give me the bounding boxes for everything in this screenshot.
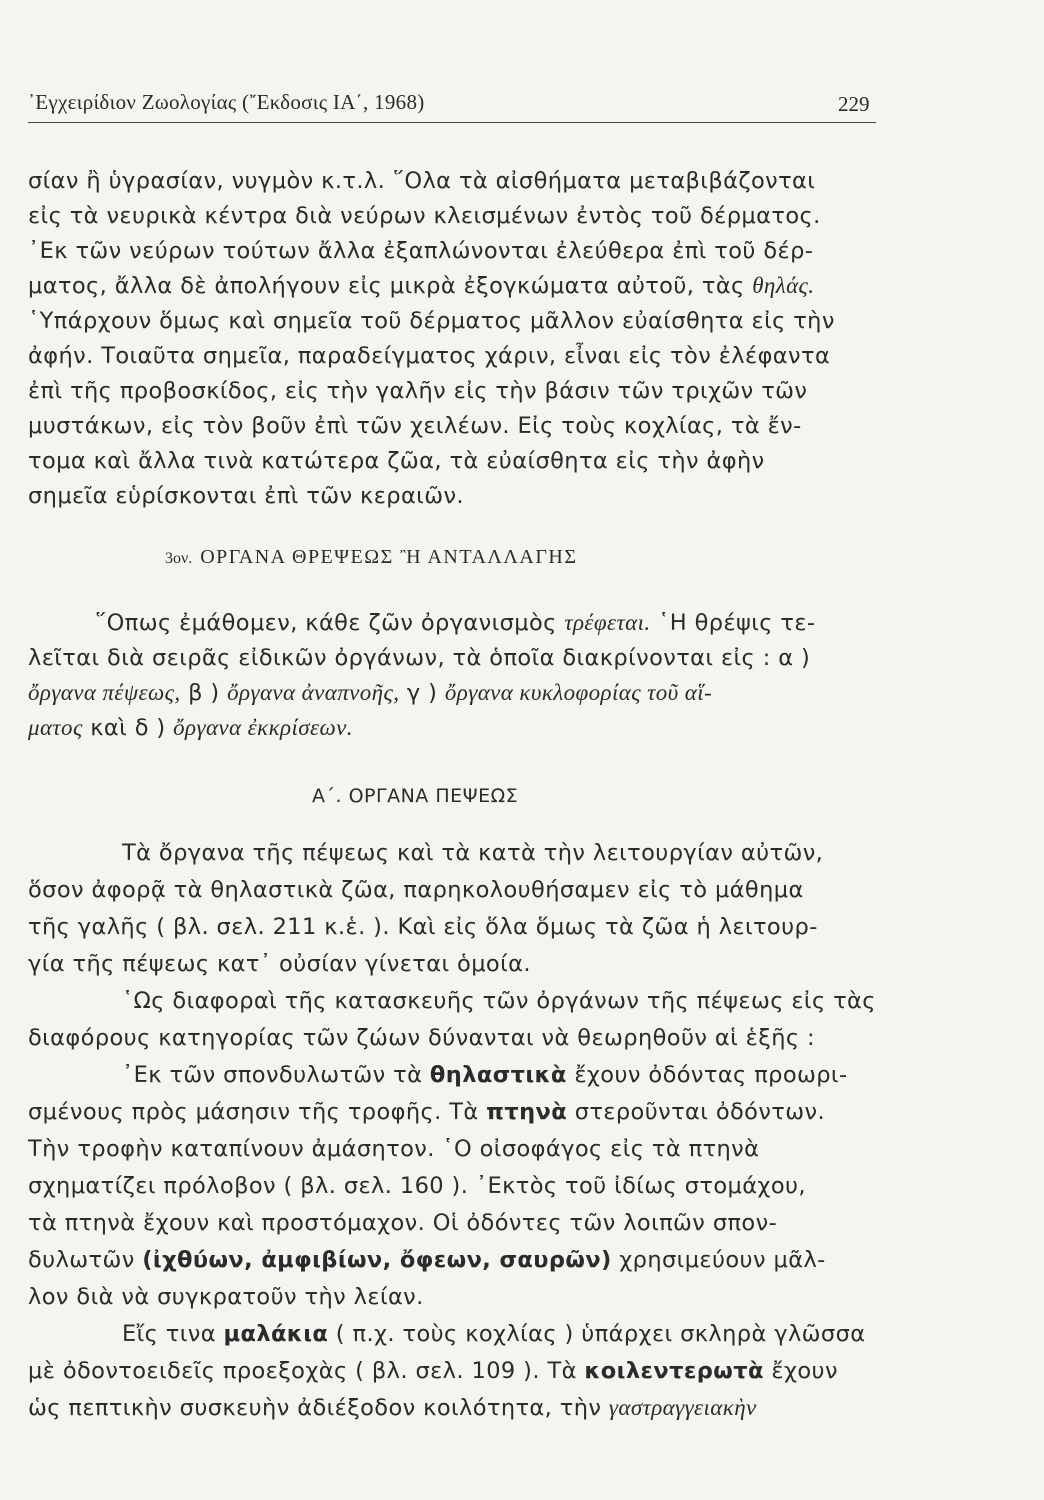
section-heading bbox=[165, 546, 578, 569]
text-line: Τὴν τροφὴν καταπίνουν ἀμάσητον. ῾Ο οἰσοφάγος εἰς τὰ πτηνὰ bbox=[28, 1136, 760, 1162]
text-line: ῾Υπάρχουν ὅμως καὶ σημεῖα τοῦ δέρματος μᾶλλον εὐαίσθητα εἰς τὴν bbox=[28, 308, 835, 334]
text-line: ἀφήν. Τοιαῦτα σημεῖα, παραδείγματος χάριν, εἶναι εἰς τὸν ἐλέφαντα bbox=[28, 343, 831, 369]
text-line: τὰ πτηνὰ ἔχουν καὶ προστόμαχον. Οἱ ὀδόντες τῶν λοιπῶν σπον- bbox=[28, 1210, 778, 1236]
text-line: Εἴς τινα μαλάκια ( π.χ. τοὺς κοχλίας ) ὑπάρχει σκληρὰ γλῶσσα bbox=[122, 1321, 866, 1347]
header-rule bbox=[28, 122, 876, 123]
italic-term: ὄργανα πέψεως, bbox=[28, 680, 181, 705]
text-line: σημεῖα εὑρίσκονται ἐπὶ τῶν κεραιῶν. bbox=[28, 483, 464, 509]
text-line: ῾Ως διαφοραὶ τῆς κατασκευῆς τῶν ὀργάνων τῆς πέψεως εἰς τὰς bbox=[122, 988, 876, 1014]
bold-term: κοιλεντερωτὰ bbox=[584, 1358, 764, 1384]
section-number: 3ον. bbox=[165, 550, 193, 567]
italic-term: θηλάς. bbox=[752, 273, 815, 298]
text-line: ἐπὶ τῆς προβοσκίδος, εἰς τὴν γαλῆν εἰς τὴν βάσιν τῶν τριχῶν τῶν bbox=[28, 378, 808, 404]
text-line: Τὰ ὄργανα τῆς πέψεως καὶ τὰ κατὰ τὴν λειτουργίαν αὐτῶν, bbox=[122, 840, 824, 866]
text-line: γία τῆς πέψεως κατ᾿ οὐσίαν γίνεται ὁμοία. bbox=[28, 951, 531, 977]
text-line: διαφόρους κατηγορίας τῶν ζώων δύνανται νὰ θεωρηθοῦν αἱ ἑξῆς : bbox=[28, 1025, 815, 1051]
bold-term: πτηνὰ bbox=[486, 1099, 568, 1125]
italic-term: ὄργανα κυκλοφορίας τοῦ αἵ- bbox=[444, 680, 713, 705]
section-title: ΟΡΓΑΝΑ ΘΡΕΨΕΩΣ Ἢ ΑΝΤΑΛΛΑΓΗΣ bbox=[200, 546, 578, 568]
bold-term: μαλάκια bbox=[223, 1321, 329, 1347]
text-line: ῞Οπως ἐμάθομεν, κάθε ζῶν ὀργανισμὸς τρέφεται. ῾Η θρέψις τε- bbox=[95, 610, 816, 636]
italic-term: ματος bbox=[28, 715, 83, 740]
text-line: ᾿Εκ τῶν σπονδυλωτῶν τὰ θηλαστικὰ ἔχουν ὀδόντας προωρι- bbox=[122, 1062, 848, 1088]
text-line: λον διὰ νὰ συγκρατοῦν τὴν λείαν. bbox=[28, 1284, 424, 1310]
text-line: μὲ ὀδοντοειδεῖς προεξοχὰς ( βλ. σελ. 109 ). Τὰ κοιλεντερωτὰ ἔχουν bbox=[28, 1358, 838, 1384]
text-line: ματος, ἄλλα δὲ ἀπολήγουν εἰς μικρὰ ἐξογκώματα αὐτοῦ, τὰς θηλάς. bbox=[28, 273, 815, 299]
text-line: εἰς τὰ νευρικὰ κέντρα διὰ νεύρων κλεισμένων ἐντὸς τοῦ δέρματος. bbox=[28, 203, 821, 229]
text-line: ὅσον ἀφορᾷ τὰ θηλαστικὰ ζῶα, παρηκολουθήσαμεν εἰς τὸ μάθημα bbox=[28, 877, 804, 903]
italic-term: ὄργανα ἀναπνοῆς, bbox=[227, 680, 400, 705]
text-line: σμένους πρὸς μάσησιν τῆς τροφῆς. Τὰ πτηνὰ στεροῦνται ὀδόντων. bbox=[28, 1099, 826, 1125]
text-line: λεῖται διὰ σειρᾶς εἰδικῶν ὀργάνων, τὰ ὁποῖα διακρίνονται εἰς : α ) bbox=[28, 645, 811, 671]
text-line: ματος καὶ δ ) ὄργανα ἐκκρίσεων. bbox=[28, 715, 353, 741]
text-line: δυλωτῶν (ἰχθύων, ἀμφιβίων, ὄφεων, σαυρῶν) χρησιμεύουν μᾶλ- bbox=[28, 1247, 826, 1273]
text-line: σίαν ἢ ὑγρασίαν, νυγμὸν κ.τ.λ. ῞Ολα τὰ αἰσθήματα μεταβιβάζονται bbox=[28, 168, 816, 194]
italic-term: γαστραγγειακὴν bbox=[608, 1395, 757, 1420]
text-line: ὄργανα πέψεως, β ) ὄργανα ἀναπνοῆς, γ ) ὄργανα κυκλοφορίας τοῦ αἵ- bbox=[28, 680, 713, 706]
text-line: τῆς γαλῆς ( βλ. σελ. 211 κ.ἑ. ). Καὶ εἰς ὅλα ὅμως τὰ ζῶα ἡ λειτουρ- bbox=[28, 914, 818, 940]
text-line: ὡς πεπτικὴν συσκευὴν ἀδιέξοδον κοιλότητα, τὴν γαστραγγειακὴν bbox=[28, 1395, 757, 1421]
text-line: τομα καὶ ἄλλα τινὰ κατώτερα ζῶα, τὰ εὐαίσθητα εἰς τὴν ἀφὴν bbox=[28, 448, 765, 474]
subsection-heading: Α΄. ΟΡΓΑΝΑ ΠΕΨΕΩΣ bbox=[312, 785, 519, 807]
running-head: ᾿Εγχειρίδιον Ζωολογίας (῎Εκδοσις ΙΑ΄, 1968) bbox=[28, 90, 425, 114]
italic-term: ὄργανα ἐκκρίσεων. bbox=[173, 715, 353, 740]
bold-term: θηλαστικὰ bbox=[429, 1062, 567, 1088]
text-line: μυστάκων, εἰς τὸν βοῦν ἐπὶ τῶν χειλέων. Εἰς τοὺς κοχλίας, τὰ ἔν- bbox=[28, 413, 802, 439]
bold-term: (ἰχθύων, ἀμφιβίων, ὄφεων, σαυρῶν) bbox=[142, 1247, 612, 1273]
page-number: 229 bbox=[838, 92, 870, 116]
text-line: ᾿Εκ τῶν νεύρων τούτων ἄλλα ἐξαπλώνονται ἐλεύθερα ἐπὶ τοῦ δέρ- bbox=[28, 238, 814, 264]
italic-term: τρέφεται. bbox=[564, 610, 651, 635]
text-line: σχηματίζει πρόλοβον ( βλ. σελ. 160 ). ᾿Εκτὸς τοῦ ἰδίως στομάχου, bbox=[28, 1173, 806, 1199]
